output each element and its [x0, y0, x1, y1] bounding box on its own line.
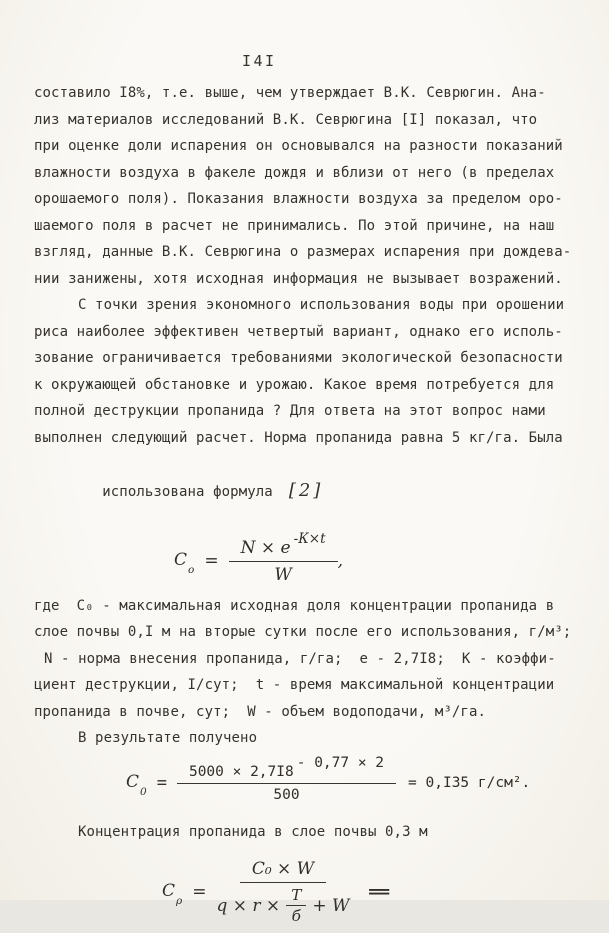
text-line: циент деструкции, I/сут; t - время максимальной концентрации: [34, 677, 555, 693]
paragraph-evaporation-analysis: [34, 80, 590, 292]
fraction-denominator: 500: [273, 786, 300, 803]
denominator-prefix: q × r ×: [216, 895, 281, 916]
formula-lhs: [126, 771, 147, 799]
denominator-suffix: + W: [312, 895, 350, 916]
formula-lhs: [174, 549, 195, 577]
fraction-denominator: W: [274, 564, 292, 585]
result-intro-line: В результате получено: [78, 730, 258, 746]
text-line: выполнен следующий расчет. Норма пропанида равна 5 кг/га. Была: [34, 429, 563, 446]
text-line: С точки зрения экономного использования воды при орошении: [78, 297, 565, 313]
text-line: риса наиболее эффективен четвертый вариант, однако его исполь-: [34, 323, 563, 340]
formula-concentration-result: [126, 754, 590, 811]
text-line: шаемого поля в расчет не принимались. По этой причине, на наш: [34, 217, 555, 234]
paragraph-water-use: [34, 292, 590, 532]
text-line: зование ограничивается требованиями экологической безопасности: [34, 350, 563, 366]
concentration-intro-line: Концентрация пропанида в слое почвы 0,3 м: [78, 823, 428, 840]
formula-lhs: [162, 880, 183, 908]
inner-denominator: б: [291, 907, 301, 925]
citation-reference: [2]: [288, 479, 324, 501]
fraction-denominator: [216, 883, 349, 925]
formula-initial-concentration: [174, 531, 590, 593]
subscript: 0: [140, 786, 147, 799]
text-line: где C₀ - максимальная исходная доля концентрации пропанида в: [34, 597, 555, 614]
inner-numerator: T: [286, 886, 306, 906]
text-line: составило I8%, т.е. выше, чем утверждает В.К. Севрюгин. Ана-: [34, 85, 546, 101]
numerator-base: N × e: [240, 537, 291, 558]
text-line: к окружающей обстановке и урожаю. Какое время потребуется для: [34, 376, 555, 393]
formula-comma: ,: [337, 551, 343, 571]
numerator-base: 5000 × 2,7I8: [188, 763, 294, 780]
paragraph-variable-definitions: [34, 593, 590, 726]
fraction-numerator: [229, 531, 338, 562]
equals-sign: =: [192, 882, 207, 902]
subscript: ρ: [176, 895, 183, 908]
equals-sign: =: [156, 773, 167, 793]
text-line: орошаемого поля). Показания влажности воздуха за пределом оро-: [34, 191, 563, 207]
text-line: взгляд, данные В.К. Севрюгина о размерах испарения при дождева-: [34, 244, 572, 260]
page-number: I4I: [242, 52, 277, 70]
text-fragment: использована формула: [102, 483, 273, 500]
variable-c: C: [126, 771, 140, 792]
fraction-numerator: C₀ × W: [240, 859, 326, 883]
text-line: [34, 451, 590, 532]
text-line: полной деструкции пропанида ? Для ответа на этот вопрос нами: [34, 403, 546, 419]
subscript: o: [188, 564, 195, 577]
variable-c: C: [174, 549, 188, 570]
formula-result: = 0,I35 г/см².: [408, 775, 531, 791]
text-line: N - норма внесения пропанида, г/га; е - 2,7I8; К - коэффи-: [44, 650, 556, 667]
exponent: -К×t: [293, 531, 326, 548]
text-line: слое почвы 0,I м на вторые сутки после его использования, г/м³;: [34, 624, 572, 640]
fraction: [229, 531, 338, 585]
trailing-equals: =: [365, 882, 393, 902]
variable-c: C: [162, 880, 176, 901]
text-line: нии занижены, хотя исходная информация не вызывает возражений.: [34, 270, 563, 287]
exponent: - 0,77 × 2: [296, 754, 385, 771]
formula-layer-concentration: [162, 855, 590, 933]
text-line: лиз материалов исследований В.К. Севрюгина [I] показал, что: [34, 111, 538, 128]
fraction: [216, 859, 349, 925]
equals-sign: =: [204, 551, 219, 571]
text-line: пропанида в почве, сут; W - объем водоподачи, м³/га.: [34, 703, 487, 720]
inner-fraction: [286, 886, 306, 925]
text-line: влажности воздуха в факеле дождя и вблизи от него (в пределах: [34, 164, 555, 181]
text-line: при оценке доли испарения он основывался на разности показаний: [34, 138, 563, 154]
page-content: [34, 80, 590, 933]
